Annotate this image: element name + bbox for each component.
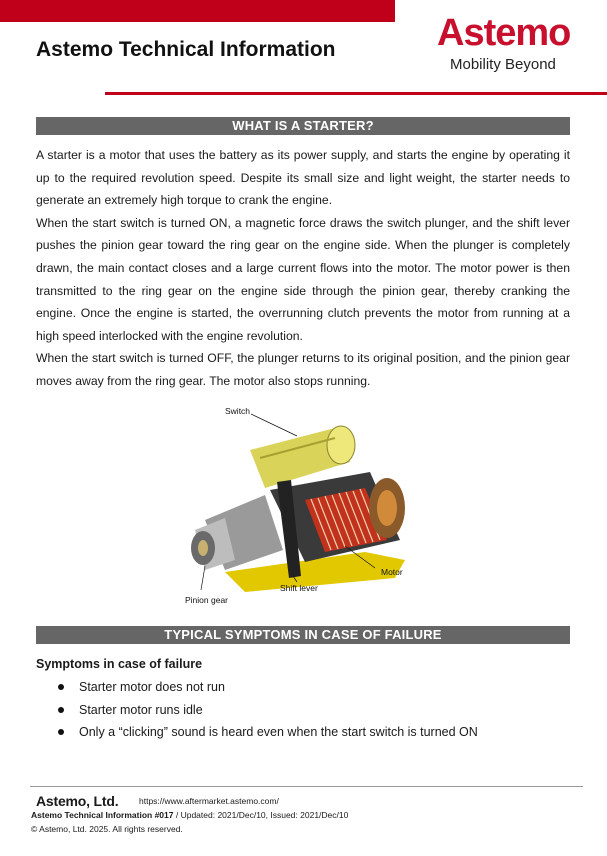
footer-doc-name: Astemo Technical Information #017 xyxy=(31,810,174,820)
footer-doc-info xyxy=(31,810,348,820)
section-body xyxy=(36,144,570,393)
symptom-text: Only a “clicking” sound is heard even when the start switch is turned ON xyxy=(79,725,478,739)
symptoms-subtitle: Symptoms in case of failure xyxy=(36,657,203,671)
symptom-text: Starter motor does not run xyxy=(79,680,225,694)
paragraph-operation: When the start switch is turned ON, a magnetic force draws the switch plunger, and the shift lever pushes the pinion gear toward the ring gear on the engine side. When the plunger is completely drawn, the main contact closes and a large current flows into the motor. The motor power is then transmitted to the ring gear on the engine side through the pinion gear, thereby cranking the engine. Once the engine is started, the overrunning clutch prevents the motor from running at a high speed interlocked with the engine revolution. xyxy=(36,215,570,343)
figure-label-switch: Switch xyxy=(225,406,251,416)
starter-cutaway-figure xyxy=(165,400,435,610)
top-accent-bar xyxy=(0,0,395,22)
bullet-icon xyxy=(58,707,64,713)
paragraph-stop: When the start switch is turned OFF, the plunger returns to its original position, and the pinion gear moves away from the ring gear. The motor also stops running. xyxy=(36,351,570,388)
symptoms-list xyxy=(56,676,576,744)
logo-tagline: Mobility Beyond xyxy=(450,56,556,73)
solenoid-cap-shape xyxy=(327,426,355,464)
pinion-hub-shape xyxy=(198,540,208,556)
document-title: Astemo Technical Information xyxy=(36,38,336,61)
symptom-text: Starter motor runs idle xyxy=(79,702,203,717)
footer-url-link[interactable]: https://www.aftermarket.astemo.com/ xyxy=(139,796,279,806)
section-heading-symptoms: TYPICAL SYMPTOMS IN CASE OF FAILURE xyxy=(36,626,570,644)
footer-copyright: © Astemo, Ltd. 2025. All rights reserved. xyxy=(31,824,183,834)
figure-label-shift-lever: Shift lever xyxy=(280,583,318,593)
figure-label-pinion-gear: Pinion gear xyxy=(185,595,229,605)
bullet-icon xyxy=(58,729,64,735)
list-item xyxy=(56,676,576,699)
paragraph-intro: A starter is a motor that uses the battery as its power supply, and starts the engine by operating it up to the required revolution speed. Despite its small size and light weight, the starter needs to generate an extremely high torque to crank the engine. xyxy=(36,148,570,208)
figure-label-motor: Motor xyxy=(381,567,403,577)
commutator-shape xyxy=(377,490,397,526)
section-heading-what-is-starter: WHAT IS A STARTER? xyxy=(36,117,570,135)
list-item xyxy=(56,721,576,744)
bullet-icon xyxy=(58,684,64,690)
header-divider xyxy=(105,92,607,95)
footer-doc-dates: / Updated: 2021/Dec/10, Issued: 2021/Dec/10 xyxy=(173,810,349,820)
footer-divider xyxy=(30,786,583,787)
footer-company: Astemo, Ltd. xyxy=(36,793,119,809)
list-item xyxy=(56,699,576,722)
astemo-logo: Astemo xyxy=(437,12,571,54)
